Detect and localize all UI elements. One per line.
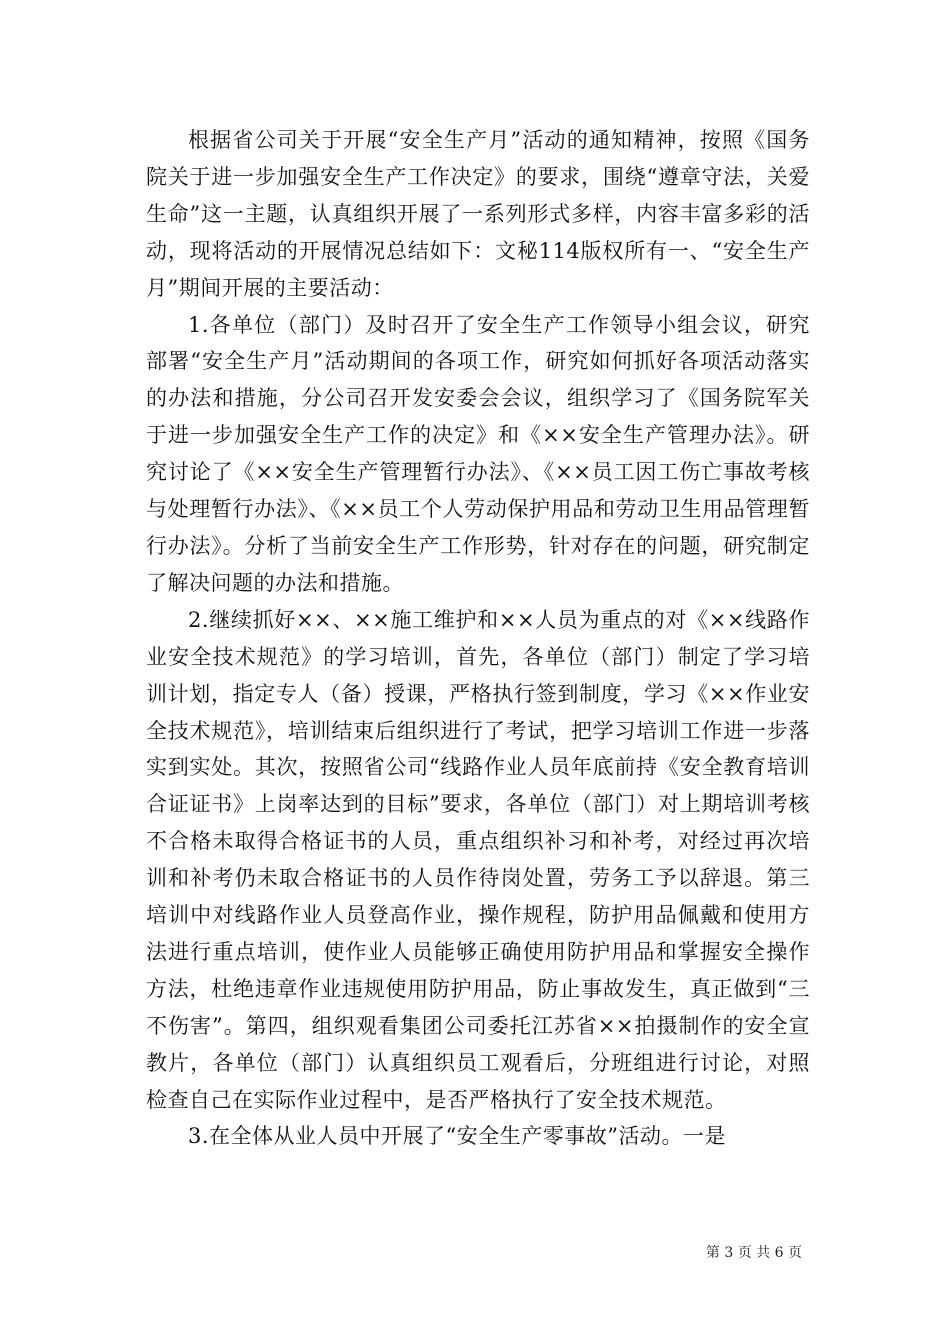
- page-number-footer: 第 3 页 共 6 页: [705, 1245, 802, 1261]
- paragraph-item-1: 1.各单位（部门）及时召开了安全生产工作领导小组会议，研究部署“安全生产月”活动期间的各项工作，研究如何抓好各项活动落实的办法和措施，分公司召开发安委会会议，组织学习了《国务院军关于进一步加强安全生产工作的决定》和《××安全生产管理办法》。研究讨论了《××安全生产管理暂行办法》、《××员工因工伤亡事故考核与处理暂行办法》、《××员工个人劳动保护用品和劳动卫生用品管理暂行办法》。分析了当前安全生产工作形势，针对存在的问题，研究制定了解决问题的办法和措施。: [146, 312, 810, 595]
- paragraph-item-3: 3.在全体从业人员中开展了“安全生产零事故”活动。一是: [188, 1124, 727, 1149]
- document-body: [146, 122, 810, 1155]
- paragraph-item-2: 2.继续抓好××、××施工维护和××人员为重点的对《××线路作业安全技术规范》的学习培训，首先，各单位（部门）制定了学习培训计划，指定专人（备）授课，严格执行签到制度，学习《××作业安全技术规范》，培训结束后组织进行了考试，把学习培训工作进一步落实到实处。其次，按照省公司“线路作业人员年底前持《安全教育培训合证证书》上岗率达到的目标”要求，各单位（部门）对上期培训考核不合格未取得合格证书的人员，重点组织补习和补考，对经过再次培训和补考仍未取合格证书的人员作待岗处置，劳务工予以辞退。第三培训中对线路作业人员登高作业，操作规程，防护用品佩戴和使用方法进行重点培训，使作业人员能够正确使用防护用品和掌握安全操作方法，杜绝违章作业违规使用防护用品，防止事故发生，真正做到“三不伤害”。第四，组织观看集团公司委托江苏省××拍摄制作的安全宣教片，各单位（部门）认真组织员工观看后，分班组进行讨论，对照检查自己在实际作业过程中，是否严格执行了安全技术规范。: [146, 607, 810, 1112]
- paragraph-intro: 根据省公司关于开展“安全生产月”活动的通知精神，按照《国务院关于进一步加强安全生产工作决定》的要求，围绕“遵章守法，关爱生命”这一主题，认真组织开展了一系列形式多样，内容丰富多彩的活动，现将活动的开展情况总结如下：文秘114版权所有一、“安全生产月”期间开展的主要活动：: [146, 128, 810, 300]
